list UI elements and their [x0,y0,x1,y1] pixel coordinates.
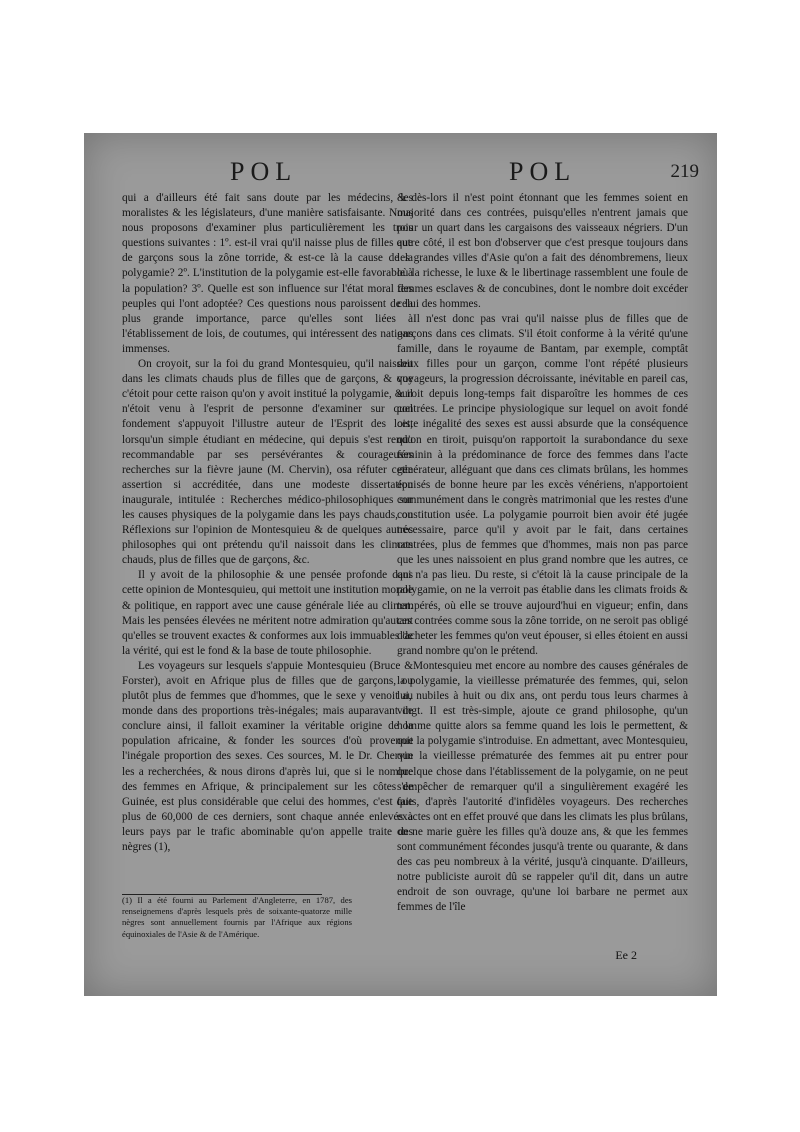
paragraph: Il y avoit de la philosophie & une pensée profonde dans cette opinion de Montesquieu, qui mettoit une institution morale & politique, en rapport avec une cause générale liée au climat. Mais les pensées élevées ne méritent notre admiration qu'autant qu'elles se trouvent exactes & conformes aux lois immuables de la vérité, qui est le fond & la base de toute philosophie. [122,569,413,657]
paragraph: On croyoit, sur la foi du grand Montesquieu, qu'il naissoit dans les climats chauds plus de filles que de garçons, & que c'étoit pour cette raison qu'on y avoit institué la polygamie, & il n'étoit venu à l'esprit de personne d'examiner sur quel fondement s'appuyoit l'illustre auteur de l'Esprit des lois, lorsqu'un simple étudiant en médecine, qui depuis s'est rendu recommandable par ses persévérantes & courageuses recherches sur la fièvre jaune (M. Chervin), osa réfuter cette assertion si accréditée, dans une modeste dissertation inaugurale, intitulée : Recherches médico-philosophiques sur les causes physiques de la polygamie dans les pays chauds, ou Réflexions sur l'opinion de Montesquieu & de quelques autres philosophes qui ont prétendu qu'il naissoit dans les climats chauds, plus de filles que de garçons, &c. [122,358,413,567]
right-column [397,191,688,916]
footnote: (1) Il a été fourni au Parlement d'Angleterre, en 1787, des renseignemens d'après lesquels près de soixante-quatorze mille nègres sont annuellement fournis par l'Afrique aux régions équinoxiales de l'Asie & de l'Amérique. [122,895,352,939]
page-number: 219 [670,161,699,182]
paragraph: Montesquieu met encore au nombre des causes générales de la polygamie, la vieillesse prématurée des femmes, qui, selon lui, nubiles à huit ou dix ans, ont perdu tous leurs charmes à vingt. Il est très-simple, ajoute ce grand philosophe, qu'un homme quitte alors sa femme quand les lois le permettent, & que la polygamie s'introduise. En admettant, avec Montesquieu, que la vieillesse prématurée des femmes ait pu entrer pour quelque chose dans l'établissement de la polygamie, on ne peut s'empêcher de remarquer qu'il a singulièrement exagéré les faits, d'après l'autorité d'infidèles voyageurs. Des recherches exactes ont en effet prouvé que dans les climats les plus brûlans, on ne marie guère les filles qu'à douze ans, & que les femmes sont communément fécondes jusqu'à trente ou quarante, & dans des cas peu nombreux à la vérité, jusqu'à cinquante. D'ailleurs, notre publiciste auroit dû se rappeler qu'il dit, dans un autre endroit de son ouvrage, qu'une loi barbare ne permet aux femmes de l'île [397,659,688,914]
scanned-page [84,133,717,996]
paragraph: qui a d'ailleurs été fait sans doute par les médecins, les moralistes & les législateurs, d'une manière satisfaisante. Nous nous proposons d'examiner plus particulièrement les trois questions suivantes : 1º. est-il vrai qu'il naisse plus de filles que de garçons sous la zône torride, & est-ce là la cause de la polygamie? 2º. L'institution de la polygamie est-elle favorable à la population? 3º. Quelle est son influence sur l'état moral des peuples qui l'ont adoptée? Ces questions nous paroissent de la plus grande importance, parce qu'elles sont liées à l'établissement de lois, de coutumes, qui intéressent des nations immenses. [122,192,413,355]
paragraph: Il n'est donc pas vrai qu'il naisse plus de filles que de garçons dans ces climats. S'il étoit conforme à la vérité qu'une famille, dans le royaume de Bantam, par exemple, comptât deux filles pour un garçon, comme l'ont répété plusieurs voyageurs, la progression décroissante, inévitable en pareil cas, auroit depuis long-temps fait disparoître les hommes de ces contrées. Le principe physiologique sur lequel on avoit fondé cette inégalité des sexes est aussi absurde que la conséquence qu'on en tiroit, puisqu'on rapportoit la surabondance du sexe féminin à la prédominance de force des femmes dans l'acte générateur, alléguant que dans ces climats brûlans, les hommes épuisés de bonne heure par les excès vénériens, n'apportoient communément dans le congrès matrimonial que les restes d'une constitution usée. La polygamie pourroit bien avoir été jugée nécessaire, parce qu'il y avoit par le fait, dans certaines contrées, plus de femmes que d'hommes, mais non pas parce que les unes naissoient en plus grand nombre que les autres, ce qui n'a pas lieu. Du reste, si c'étoit là la cause principale de la polygamie, on ne la verroit pas établie dans les climats froids & tempérés, où elle se trouve aujourd'hui en vigueur; enfin, dans ces contrées comme sous la zône torride, on ne seroit pas obligé d'acheter les femmes qu'on veut épouser, si elles étoient en aussi grand nombre qu'on le prétend. [397,312,688,657]
running-head-left: POL [230,157,298,186]
left-column [122,191,413,855]
paragraph: & dès-lors il n'est point étonnant que les femmes soient en majorité dans ces contrées, puisqu'elles n'entrent jamais que pour un quart dans les cargaisons des vaisseaux négriers. D'un autre côté, il est bon d'observer que c'est presque toujours dans les grandes villes d'Asie qu'on a fait des dénombremens, lieux où la richesse, le luxe & le libertinage rassemblent une foule de femmes esclaves & de concubines, dont le nombre doit excéder celui des hommes. [397,192,688,310]
signature-mark: Ee 2 [615,948,637,962]
paragraph: Les voyageurs sur lesquels s'appuie Montesquieu (Bruce & Forster), avoit en Afrique plus de filles que de garçons, ou plutôt plus de femmes que d'hommes, que le sexe y venoit au monde dans des proportions très-inégales; mais auparavant de conclure ainsi, il falloit examiner la véritable origine de la population africaine, & fonder les sources d'où provenoit l'inégale proportion des sexes. Ces sources, M. le Dr. Chervin les a recherchées, & nous dirons d'après lui, que si le nombre des femmes en Afrique, & principalement sur les côtes de Guinée, est plus considérable que celui des hommes, c'est que plus de 60,000 de ces derniers, sont chaque année enlevés à leurs pays par le trafic abominable qu'on appelle traite des nègres (1), [122,659,413,854]
running-head-right: POL [509,157,577,186]
